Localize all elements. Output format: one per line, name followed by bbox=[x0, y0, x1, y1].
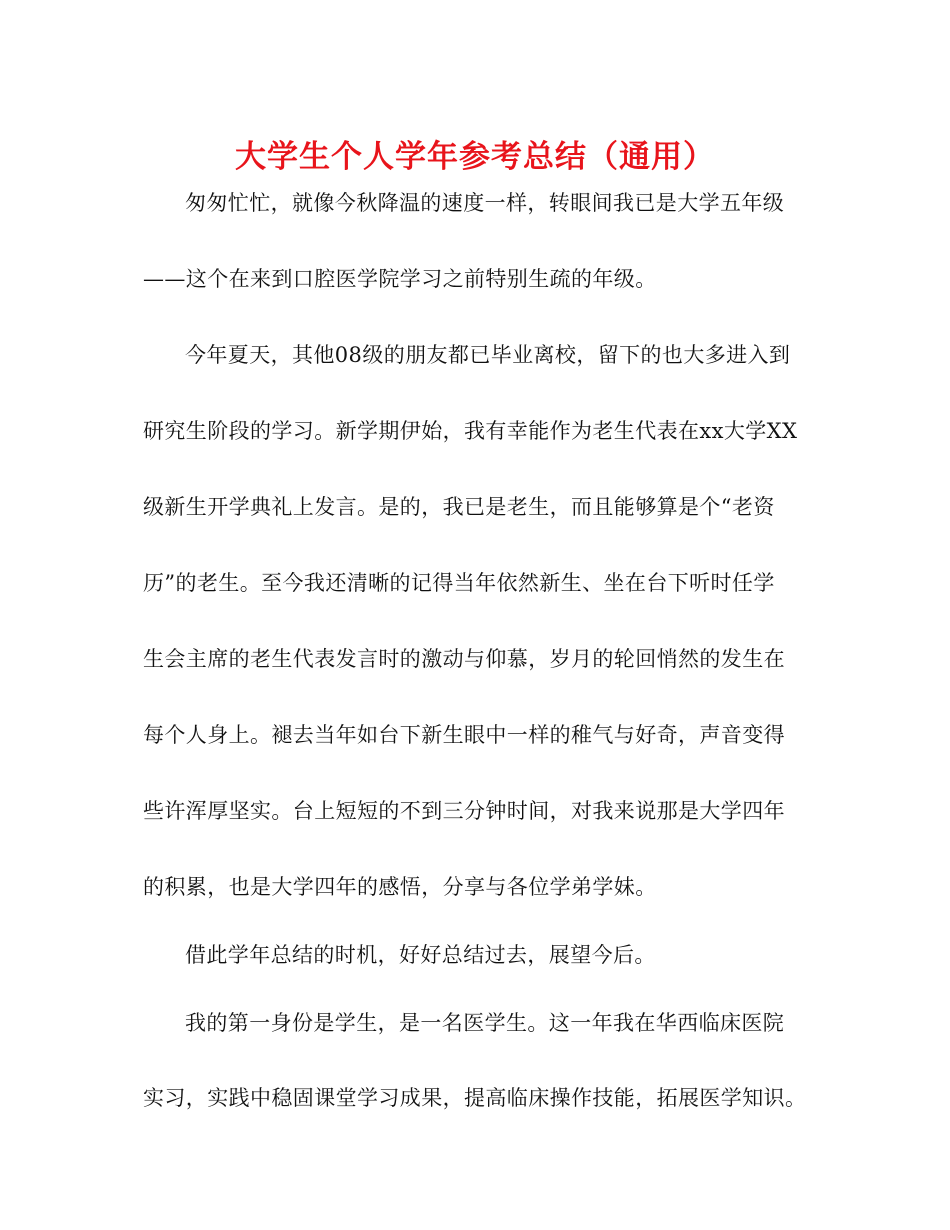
paragraph-2-line-8: 的积累，也是大学四年的感悟，分享与各位学弟学妹。 bbox=[143, 875, 657, 899]
document-title: 大学生个人学年参考总结（通用） bbox=[235, 139, 715, 175]
paragraph-1-line-1: 匆匆忙忙，就像今秋降温的速度一样，转眼间我已是大学五年级 bbox=[185, 191, 785, 215]
paragraph-2-line-3: 级新生开学典礼上发言。是的，我已是老生，而且能够算是个“老资 bbox=[143, 495, 775, 519]
paragraph-2-line-2: 研究生阶段的学习。新学期伊始，我有幸能作为老生代表在xx大学XX bbox=[143, 419, 798, 443]
paragraph-2-line-6: 每个人身上。褪去当年如台下新生眼中一样的稚气与好奇，声音变得 bbox=[143, 723, 785, 747]
paragraph-3-line-1: 借此学年总结的时机，好好总结过去，展望今后。 bbox=[185, 943, 656, 967]
paragraph-2-line-5: 生会主席的老生代表发言时的激动与仰慕，岁月的轮回悄然的发生在 bbox=[143, 647, 785, 671]
paragraph-2-line-7: 些许浑厚坚实。台上短短的不到三分钟时间，对我来说那是大学四年 bbox=[143, 799, 785, 823]
paragraph-4-line-1: 我的第一身份是学生，是一名医学生。这一年我在华西临床医院 bbox=[185, 1011, 785, 1035]
paragraph-4-line-2: 实习，实践中稳固课堂学习成果，提高临床操作技能，拓展医学知识。 bbox=[143, 1086, 807, 1110]
paragraph-2-line-1: 今年夏天，其他08级的朋友都已毕业离校，留下的也大多进入到 bbox=[185, 343, 791, 367]
paragraph-1-line-2: ——这个在来到口腔医学院学习之前特别生疏的年级。 bbox=[143, 267, 657, 291]
paragraph-2-line-4: 历”的老生。至今我还清晰的记得当年依然新生、坐在台下听时任学 bbox=[143, 571, 775, 595]
